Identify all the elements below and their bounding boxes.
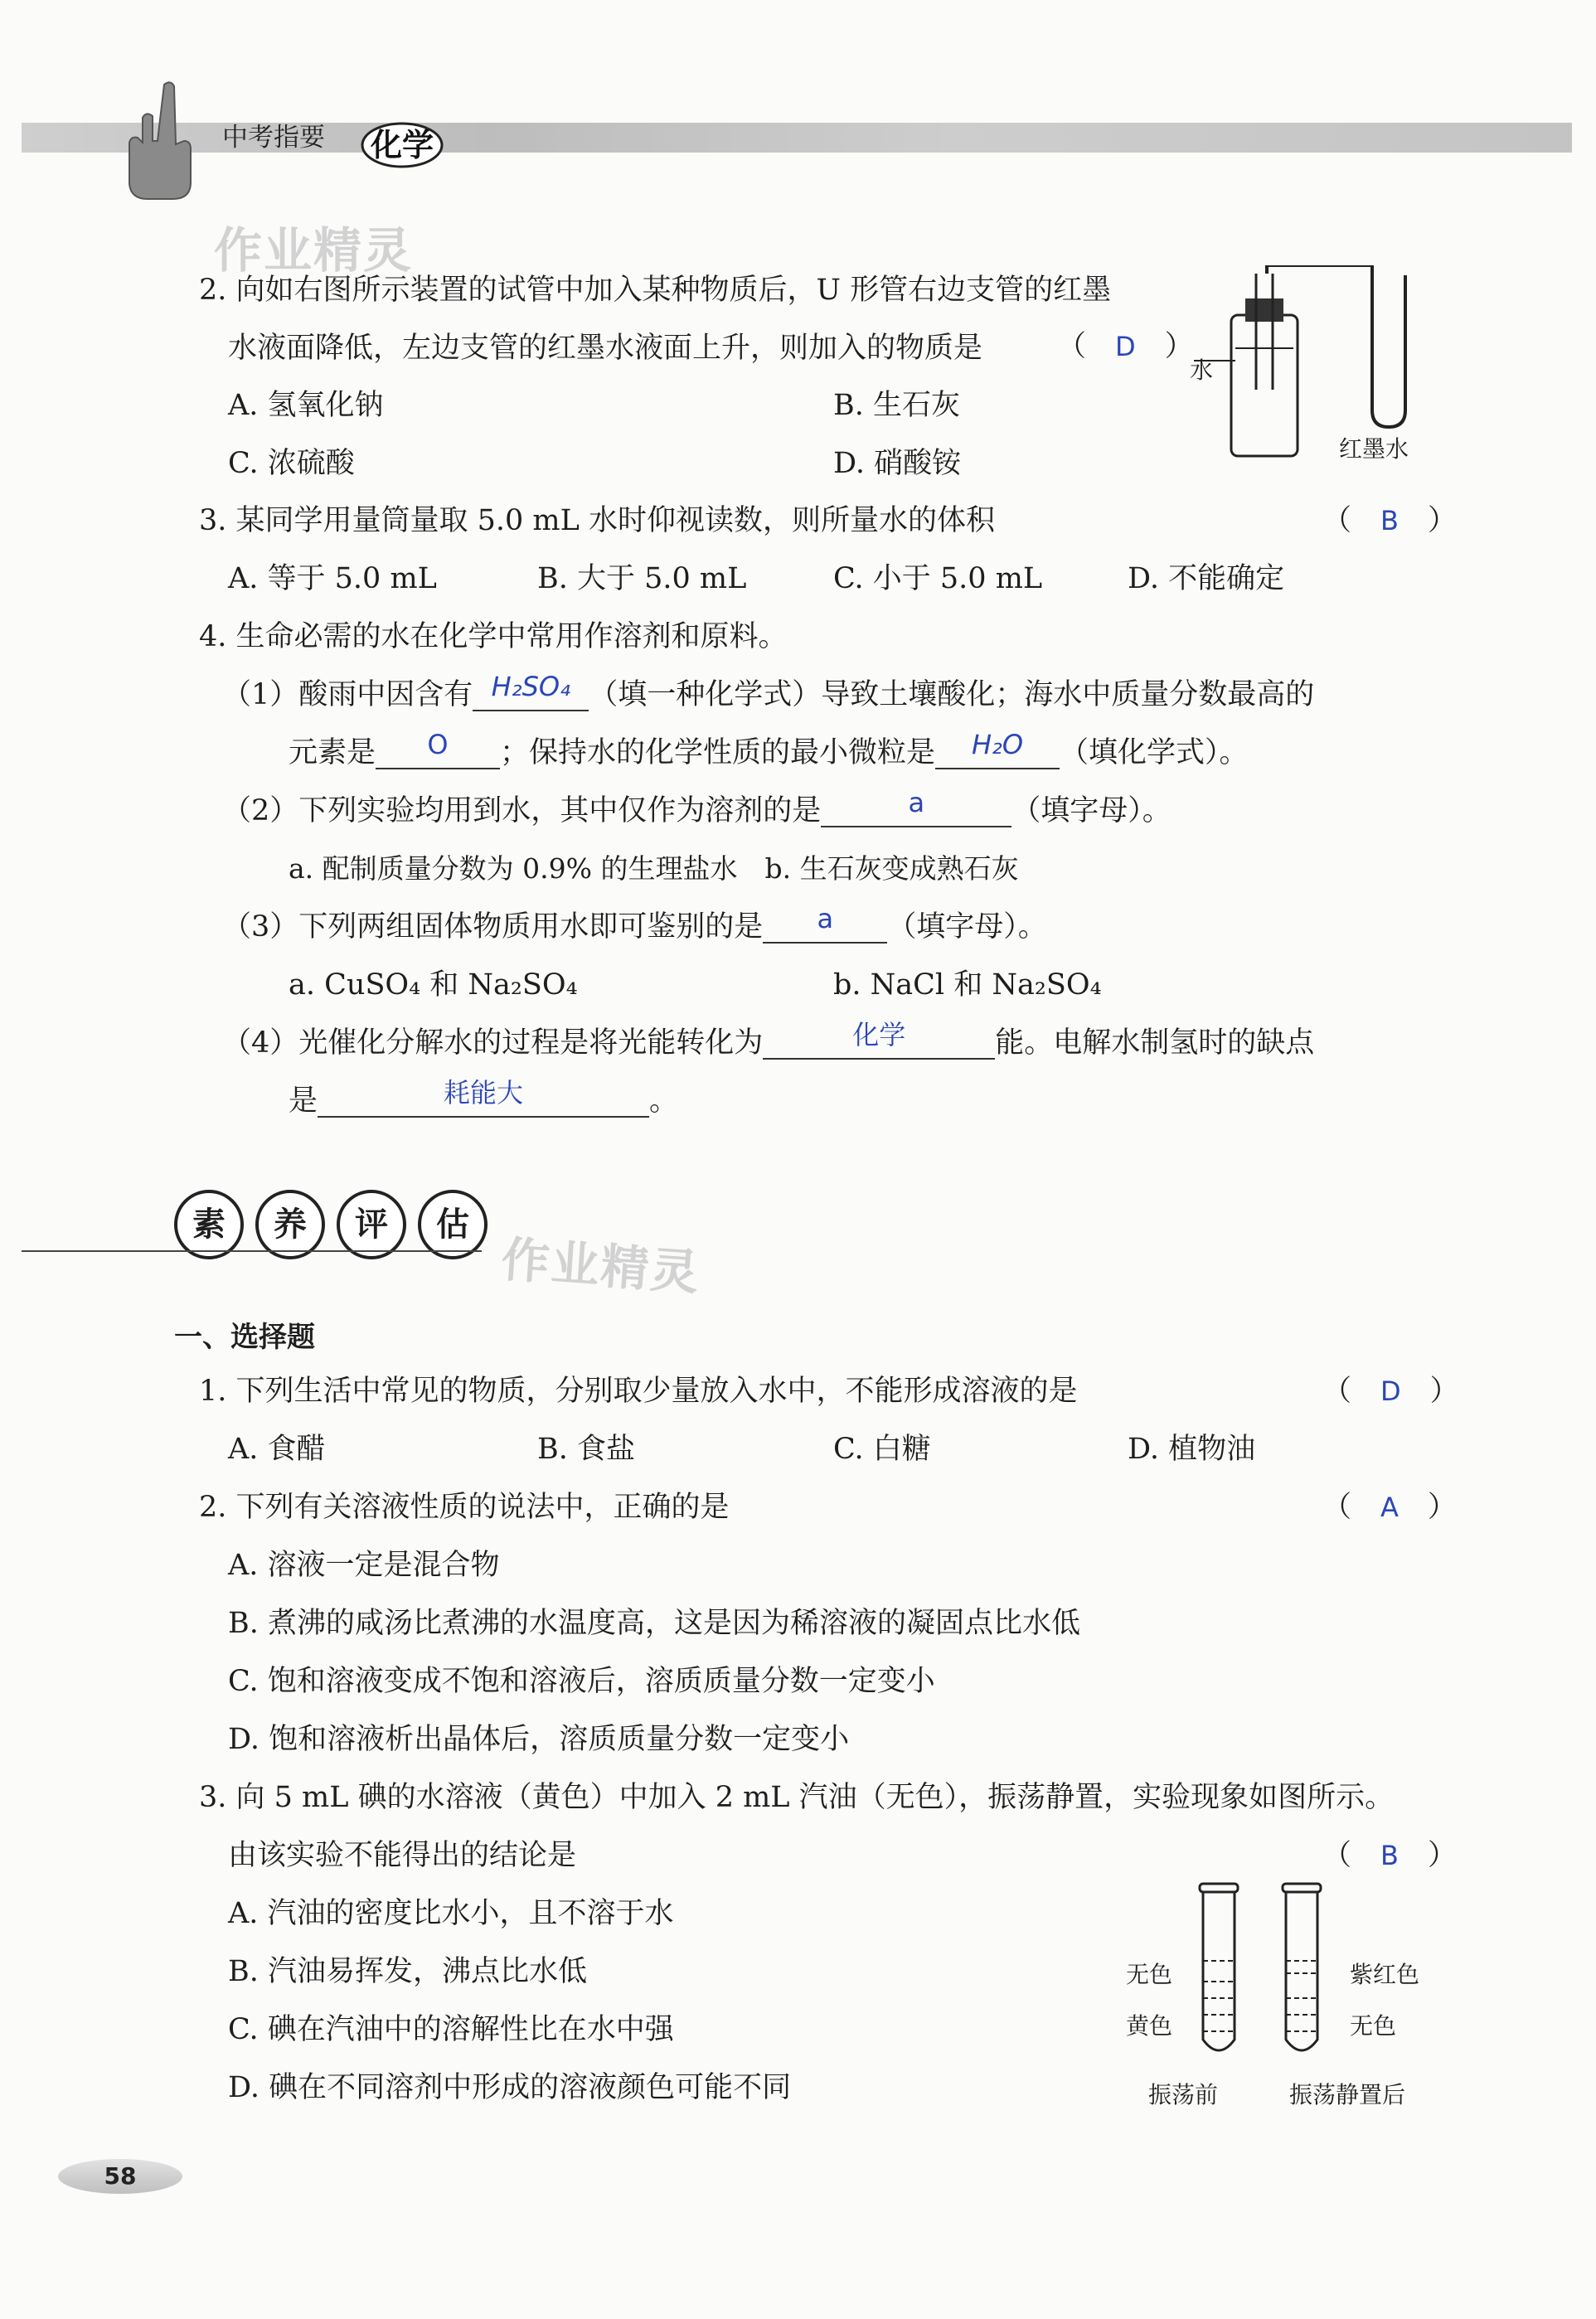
p2-q1-option-c: C. 白糖 (833, 1433, 931, 1466)
p2-q1-option-a: A. 食醋 (228, 1433, 326, 1466)
q4-sub1-line1: （1）酸雨中因含有 H₂SO₄ （填一种化学式）导致土壤酸化；海水中质量分数最高的 (222, 671, 1315, 711)
figure-label-red-ink: 红墨水 (1339, 435, 1409, 463)
q3-answer-paren: （ B ） (1322, 504, 1457, 537)
p2-q2-option-a: A. 溶液一定是混合物 (228, 1549, 500, 1582)
p2-q2-answer-paren: （ A ） (1322, 1491, 1457, 1524)
p2-q3-option-d: D. 碘在不同溶剂中形成的溶液颜色可能不同 (228, 2071, 792, 2104)
p2-q2-stem: 2. 下列有关溶液性质的说法中，正确的是 (199, 1491, 730, 1524)
q2-answer: D (1115, 331, 1136, 362)
q4-stem: 4. 生命必需的水在化学中常用作溶剂和原料。 (199, 620, 788, 653)
p2-q2-option-b: B. 煮沸的咸汤比煮沸的水温度高，这是因为稀溶液的凝固点比水低 (228, 1607, 1080, 1640)
q3-option-c: C. 小于 5.0 mL (833, 562, 1043, 595)
q4-sub3: （3）下列两组固体物质用水即可鉴别的是 a （填字母）。 (222, 903, 1047, 944)
section-badge: 估 (418, 1190, 488, 1259)
q4-blank-element: O (376, 738, 500, 769)
q2-option-b: B. 生石灰 (833, 389, 960, 422)
q2-option-c: C. 浓硫酸 (228, 447, 355, 480)
q4-sub3-option-a: a. CuSO₄ 和 Na₂SO₄ (289, 968, 578, 1002)
p2-q2-answer: A (1380, 1492, 1399, 1523)
page-number: 58 (58, 2159, 182, 2194)
q4-sub2-options: a. 配制质量分数为 0.9% 的生理盐水 b. 生石灰变成熟石灰 (289, 852, 1019, 885)
q4-blank-particle: H₂O (935, 738, 1060, 769)
section-badge: 评 (337, 1190, 406, 1259)
q4-blank-identify: a (763, 912, 887, 944)
figure-label-right-bottom: 无色 (1350, 2012, 1397, 2040)
chemistry-logo-text: 化学 (370, 127, 434, 163)
p2-q1-answer: D (1380, 1375, 1401, 1407)
p2-q1-answer-paren: （ D ） (1322, 1375, 1459, 1408)
q4-sub4-line1: （4）光催化分解水的过程是将光能转化为 化学 能。电解水制氢时的缺点 (222, 1019, 1315, 1060)
p2-q2-option-c: C. 饱和溶液变成不饱和溶液后，溶质质量分数一定变小 (228, 1665, 935, 1698)
chemistry-logo-icon (357, 108, 448, 174)
q3-line1: 3. 某同学用量筒量取 5.0 mL 水时仰视读数，则所量水的体积 (199, 504, 995, 537)
section-rule (22, 1250, 482, 1252)
p2-q3-answer-paren: （ B ） (1322, 1839, 1457, 1872)
p2-q3-option-b: B. 汽油易挥发，沸点比水低 (228, 1955, 587, 1988)
figure-label-water: 水 (1190, 357, 1214, 384)
p2-q3-answer: B (1380, 1840, 1399, 1871)
q3-option-b: B. 大于 5.0 mL (537, 562, 747, 595)
p2-q1-option-d: D. 植物油 (1128, 1433, 1256, 1466)
section-badge: 养 (255, 1190, 325, 1259)
p2-q3-line2: 由该实验不能得出的结论是 (228, 1839, 577, 1872)
q4-sub1-line2: 元素是 O ；保持水的化学性质的最小微粒是 H₂O （填化学式）。 (289, 729, 1249, 769)
hand-logo-icon (116, 76, 216, 201)
figure-label-right-top: 紫红色 (1350, 1961, 1420, 1988)
q4-blank-acid: H₂SO₄ (473, 680, 589, 711)
header-title: 中考指要 (222, 123, 325, 153)
figure-label-left-top: 无色 (1126, 1961, 1173, 1988)
q2-line2: 水液面降低，左边支管的红墨水液面上升，则加入的物质是 (228, 332, 983, 365)
q3-option-d: D. 不能确定 (1128, 562, 1285, 595)
q4-sub4-line2: 是 耗能大 。 (289, 1077, 679, 1118)
q4-blank-energy: 化学 (763, 1028, 995, 1060)
q2-answer-paren: （ D ） (1057, 330, 1194, 363)
figure-label-left-bottom: 黄色 (1126, 2012, 1173, 2040)
p2-q3-option-c: C. 碘在汽油中的溶解性比在水中强 (228, 2013, 674, 2046)
sub-heading-choice: 一、选择题 (174, 1321, 315, 1354)
q2-option-d: D. 硝酸铵 (833, 447, 962, 480)
q2-option-a: A. 氢氧化钠 (228, 389, 384, 422)
p2-q1-option-b: B. 食盐 (537, 1433, 635, 1466)
p2-q2-option-d: D. 饱和溶液析出晶体后，溶质质量分数一定变小 (228, 1723, 850, 1756)
q3-option-a: A. 等于 5.0 mL (228, 562, 437, 595)
q3-answer: B (1380, 505, 1399, 536)
figure-caption-after: 振荡静置后 (1289, 2081, 1406, 2108)
p2-q3-line1: 3. 向 5 mL 碘的水溶液（黄色）中加入 2 mL 汽油（无色），振荡静置，实验现象如图所示。 (199, 1781, 1395, 1814)
q4-sub2: （2）下列实验均用到水，其中仅作为溶剂的是 a （填字母）。 (222, 787, 1172, 827)
p2-q3-option-a: A. 汽油的密度比水小，且不溶于水 (228, 1897, 674, 1930)
q2-line1: 2. 向如右图所示装置的试管中加入某种物质后，U 形管右边支管的红墨 (199, 274, 1112, 307)
q4-sub3-option-b: b. NaCl 和 Na₂SO₄ (833, 968, 1102, 1002)
p2-q1-stem: 1. 下列生活中常见的物质，分别取少量放入水中，不能形成溶液的是 (199, 1375, 1078, 1408)
q4-blank-solvent: a (821, 796, 1011, 827)
figure-caption-before: 振荡前 (1148, 2081, 1219, 2108)
watermark: 作业精灵 (214, 222, 414, 279)
section-badge: 素 (174, 1190, 244, 1259)
watermark: 作业精灵 (499, 1230, 702, 1302)
section-badges (174, 1190, 499, 1259)
q4-blank-drawback: 耗能大 (318, 1086, 649, 1118)
page-number-badge (58, 2159, 182, 2194)
test-tubes-figure (1190, 1882, 1339, 2064)
